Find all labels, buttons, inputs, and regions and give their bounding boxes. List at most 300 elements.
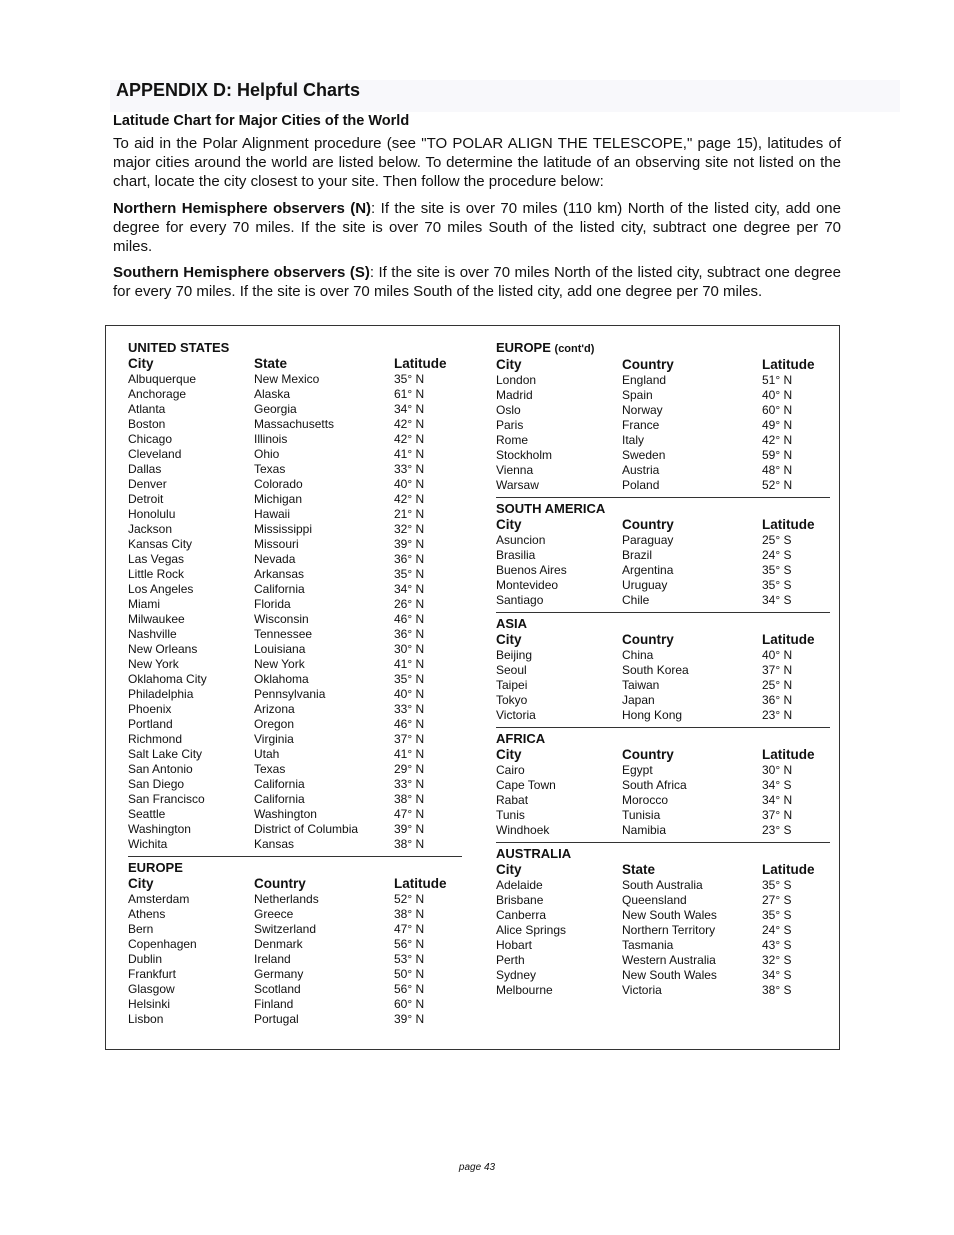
state-country-cell: California: [254, 582, 305, 596]
table-row: [128, 922, 462, 937]
state-country-cell: California: [254, 777, 305, 791]
northern-label: Northern Hemisphere observers (N): [113, 200, 372, 217]
table-row: [496, 708, 830, 723]
table-row: [496, 953, 830, 968]
column-header: Country: [254, 876, 306, 891]
latitude-cell: 25° S: [762, 533, 792, 547]
latitude-cell: 39° N: [394, 822, 425, 836]
column-header: City: [496, 357, 522, 372]
latitude-cell: 33° N: [394, 702, 425, 716]
table-row: [496, 373, 830, 388]
state-country-cell: Georgia: [254, 402, 297, 416]
region-name: AFRICA: [496, 731, 546, 746]
column-header-row: [496, 357, 830, 373]
city-cell: Chicago: [128, 432, 173, 446]
state-country-cell: Florida: [254, 597, 291, 611]
state-country-cell: Texas: [254, 762, 286, 776]
latitude-cell: 35° S: [762, 908, 792, 922]
latitude-cell: 34° N: [394, 582, 425, 596]
table-row: [496, 793, 830, 808]
city-cell: London: [496, 373, 537, 387]
table-row: [128, 642, 462, 657]
table-row: [496, 448, 830, 463]
city-cell: Athens: [128, 907, 166, 921]
state-country-cell: Ohio: [254, 447, 280, 461]
table-row: [496, 648, 830, 663]
latitude-cell: 35° N: [394, 372, 425, 386]
state-country-cell: Paraguay: [622, 533, 674, 547]
city-cell: San Antonio: [128, 762, 193, 776]
latitude-cell: 40° N: [762, 388, 793, 402]
city-cell: Tokyo: [496, 693, 528, 707]
city-cell: Phoenix: [128, 702, 172, 716]
city-cell: Vienna: [496, 463, 534, 477]
latitude-cell: 35° S: [762, 563, 792, 577]
table-row: [128, 597, 462, 612]
city-cell: Honolulu: [128, 507, 176, 521]
region-australia: [496, 846, 830, 998]
city-cell: Jackson: [128, 522, 173, 536]
state-country-cell: Hong Kong: [622, 708, 683, 722]
latitude-cell: 30° N: [762, 763, 793, 777]
column-header: Latitude: [762, 357, 815, 372]
table-row: [496, 678, 830, 693]
city-cell: Rome: [496, 433, 529, 447]
latitude-cell: 36° N: [394, 552, 425, 566]
region-divider: [496, 727, 830, 728]
state-country-cell: Germany: [254, 967, 304, 981]
table-row: [496, 593, 830, 608]
city-cell: Bern: [128, 922, 154, 936]
state-country-cell: Greece: [254, 907, 294, 921]
latitude-cell: 38° N: [394, 792, 425, 806]
latitude-cell: 46° N: [394, 612, 425, 626]
table-row: [128, 417, 462, 432]
latitude-cell: 56° N: [394, 937, 425, 951]
state-country-cell: Arkansas: [254, 567, 305, 581]
city-cell: Salt Lake City: [128, 747, 203, 761]
city-cell: Detroit: [128, 492, 164, 506]
city-cell: Kansas City: [128, 537, 193, 551]
appendix-title: APPENDIX D: Helpful Charts: [116, 80, 361, 100]
city-cell: Hobart: [496, 938, 533, 952]
state-country-cell: Argentina: [622, 563, 674, 577]
table-row: [128, 907, 462, 922]
region-africa: [496, 731, 830, 838]
table-row: [496, 763, 830, 778]
latitude-cell: 36° N: [394, 627, 425, 641]
table-row: [128, 372, 462, 387]
table-row: [128, 657, 462, 672]
region-united-states: [128, 340, 462, 852]
city-cell: Portland: [128, 717, 173, 731]
city-cell: Taipei: [496, 678, 528, 692]
region-divider: [128, 856, 462, 857]
state-country-cell: Texas: [254, 462, 286, 476]
table-row: [496, 388, 830, 403]
latitude-cell: 46° N: [394, 717, 425, 731]
column-header-row: [496, 862, 830, 878]
column-header: Latitude: [762, 632, 815, 647]
city-cell: Brisbane: [496, 893, 544, 907]
latitude-cell: 38° N: [394, 837, 425, 851]
table-row: [496, 778, 830, 793]
city-cell: Madrid: [496, 388, 533, 402]
state-country-cell: Virginia: [254, 732, 294, 746]
latitude-cell: 39° N: [394, 1012, 425, 1026]
state-country-cell: South Australia: [622, 878, 703, 892]
latitude-cell: 37° N: [394, 732, 425, 746]
table-row: [128, 717, 462, 732]
state-country-cell: Pennsylvania: [254, 687, 326, 701]
city-cell: Asuncion: [496, 533, 546, 547]
state-country-cell: New York: [254, 657, 305, 671]
column-header-row: [496, 517, 830, 533]
column-header: State: [622, 862, 656, 877]
latitude-cell: 47° N: [394, 807, 425, 821]
city-cell: Buenos Aires: [496, 563, 567, 577]
state-country-cell: Massachusetts: [254, 417, 335, 431]
table-row: [128, 997, 462, 1012]
latitude-cell: 42° N: [394, 492, 425, 506]
column-header: Latitude: [394, 876, 447, 891]
table-row: [128, 402, 462, 417]
table-row: [496, 968, 830, 983]
table-row: [128, 807, 462, 822]
city-cell: Anchorage: [128, 387, 187, 401]
latitude-cell: 48° N: [762, 463, 793, 477]
latitude-cell: 43° S: [762, 938, 792, 952]
region-south-america: [496, 501, 830, 608]
latitude-cell: 25° N: [762, 678, 793, 692]
city-cell: Wichita: [128, 837, 168, 851]
northern-instructions: [113, 199, 841, 256]
state-country-cell: Victoria: [622, 983, 662, 997]
latitude-cell: 52° N: [394, 892, 425, 906]
city-cell: Cairo: [496, 763, 525, 777]
state-country-cell: Oregon: [254, 717, 295, 731]
latitude-cell: 33° N: [394, 462, 425, 476]
state-country-cell: Taiwan: [622, 678, 660, 692]
state-country-cell: Namibia: [622, 823, 667, 837]
table-row: [128, 507, 462, 522]
city-cell: Cape Town: [496, 778, 556, 792]
table-row: [496, 533, 830, 548]
city-cell: Victoria: [496, 708, 536, 722]
table-row: [128, 522, 462, 537]
latitude-cell: 34° S: [762, 778, 792, 792]
region-name: UNITED STATES: [128, 340, 230, 355]
region-heading: [496, 616, 830, 632]
state-country-cell: Oklahoma: [254, 672, 309, 686]
region-heading: [496, 340, 830, 357]
region-divider: [496, 612, 830, 613]
state-country-cell: Austria: [622, 463, 660, 477]
column-header: City: [128, 356, 154, 371]
table-row: [128, 792, 462, 807]
table-row: [496, 878, 830, 893]
southern-instructions: [113, 263, 841, 301]
city-cell: Denver: [128, 477, 167, 491]
table-row: [128, 982, 462, 997]
state-country-cell: Uruguay: [622, 578, 668, 592]
region-asia: [496, 616, 830, 723]
state-country-cell: Utah: [254, 747, 280, 761]
latitude-cell: 32° N: [394, 522, 425, 536]
city-cell: Miami: [128, 597, 160, 611]
table-row: [128, 462, 462, 477]
state-country-cell: Norway: [622, 403, 663, 417]
city-cell: Little Rock: [128, 567, 185, 581]
city-cell: Washington: [128, 822, 191, 836]
region-europe: [128, 860, 462, 1027]
latitude-cell: 61° N: [394, 387, 425, 401]
city-cell: Beijing: [496, 648, 533, 662]
latitude-cell: 34° S: [762, 593, 792, 607]
state-country-cell: Northern Territory: [622, 923, 716, 937]
latitude-cell: 47° N: [394, 922, 425, 936]
table-row: [128, 387, 462, 402]
latitude-cell: 38° N: [394, 907, 425, 921]
latitude-cell: 53° N: [394, 952, 425, 966]
city-cell: Brasilia: [496, 548, 536, 562]
table-row: [128, 537, 462, 552]
latitude-cell: 32° S: [762, 953, 792, 967]
city-cell: Melbourne: [496, 983, 553, 997]
city-cell: Oklahoma City: [128, 672, 207, 686]
table-row: [128, 892, 462, 907]
region-divider: [496, 497, 830, 498]
latitude-cell: 29° N: [394, 762, 425, 776]
state-country-cell: Chile: [622, 593, 650, 607]
city-cell: Montevideo: [496, 578, 559, 592]
city-cell: Canberra: [496, 908, 547, 922]
state-country-cell: New Mexico: [254, 372, 320, 386]
state-country-cell: Mississippi: [254, 522, 313, 536]
state-country-cell: Missouri: [254, 537, 299, 551]
table-row: [128, 837, 462, 852]
latitude-cell: 56° N: [394, 982, 425, 996]
column-header: Country: [622, 747, 674, 762]
latitude-cell: 42° N: [394, 432, 425, 446]
state-country-cell: Queensland: [622, 893, 687, 907]
column-header: Latitude: [762, 517, 815, 532]
city-cell: Warsaw: [496, 478, 539, 492]
state-country-cell: Egypt: [622, 763, 653, 777]
table-row: [128, 432, 462, 447]
table-row: [128, 967, 462, 982]
city-cell: Dallas: [128, 462, 162, 476]
region-name: ASIA: [496, 616, 528, 631]
table-row: [128, 567, 462, 582]
latitude-cell: 34° N: [394, 402, 425, 416]
latitude-cell: 51° N: [762, 373, 793, 387]
latitude-cell: 23° N: [762, 708, 793, 722]
latitude-cell: 23° S: [762, 823, 792, 837]
table-row: [496, 463, 830, 478]
column-header: City: [496, 747, 522, 762]
latitude-cell: 35° S: [762, 578, 792, 592]
state-country-cell: District of Columbia: [254, 822, 359, 836]
latitude-cell: 40° N: [394, 687, 425, 701]
city-cell: Las Vegas: [128, 552, 185, 566]
column-header: Latitude: [762, 747, 815, 762]
table-row: [496, 938, 830, 953]
state-country-cell: Switzerland: [254, 922, 317, 936]
city-cell: Stockholm: [496, 448, 553, 462]
latitude-cell: 26° N: [394, 597, 425, 611]
latitude-cell: 41° N: [394, 447, 425, 461]
region-suffix: (cont'd): [554, 343, 595, 355]
latitude-cell: 30° N: [394, 642, 425, 656]
latitude-cell: 27° S: [762, 893, 792, 907]
table-row: [496, 433, 830, 448]
state-country-cell: Portugal: [254, 1012, 299, 1026]
city-cell: Sydney: [496, 968, 537, 982]
city-cell: Amsterdam: [128, 892, 190, 906]
city-cell: Windhoek: [496, 823, 550, 837]
state-country-cell: Morocco: [622, 793, 669, 807]
latitude-cell: 60° N: [762, 403, 793, 417]
city-cell: Los Angeles: [128, 582, 194, 596]
table-row: [128, 747, 462, 762]
column-header: City: [496, 862, 522, 877]
table-row: [496, 563, 830, 578]
city-cell: Copenhagen: [128, 937, 197, 951]
southern-label: Southern Hemisphere observers (S): [113, 264, 370, 281]
latitude-cell: 41° N: [394, 657, 425, 671]
latitude-cell: 40° N: [394, 477, 425, 491]
city-cell: Cleveland: [128, 447, 182, 461]
latitude-cell: 33° N: [394, 777, 425, 791]
table-row: [128, 762, 462, 777]
city-cell: Philadelphia: [128, 687, 194, 701]
state-country-cell: Sweden: [622, 448, 666, 462]
table-row: [496, 418, 830, 433]
column-header: State: [254, 356, 288, 371]
region-name: SOUTH AMERICA: [496, 501, 606, 516]
state-country-cell: Illinois: [254, 432, 288, 446]
state-country-cell: Japan: [622, 693, 655, 707]
city-cell: Nashville: [128, 627, 177, 641]
state-country-cell: Colorado: [254, 477, 303, 491]
latitude-cell: 36° N: [762, 693, 793, 707]
state-country-cell: Poland: [622, 478, 660, 492]
table-row: [496, 478, 830, 493]
city-cell: Oslo: [496, 403, 521, 417]
region-name: EUROPE: [496, 340, 551, 355]
column-header: Latitude: [394, 356, 447, 371]
table-row: [128, 1012, 462, 1027]
northern-text: : If the site is over 70 miles (110 km) North of the listed city, add one degree for every 70 miles. If the site is over 70 miles South of the listed city, subtract one degree per 70 miles.: [113, 200, 841, 255]
table-row: [128, 952, 462, 967]
region-name: EUROPE: [128, 860, 183, 875]
table-row: [496, 548, 830, 563]
latitude-cell: 35° N: [394, 567, 425, 581]
table-row: [128, 492, 462, 507]
city-cell: Adelaide: [496, 878, 543, 892]
city-cell: Dublin: [128, 952, 163, 966]
latitude-cell: 39° N: [394, 537, 425, 551]
latitude-cell: 49° N: [762, 418, 793, 432]
region-heading: [128, 340, 462, 356]
city-cell: Atlanta: [128, 402, 166, 416]
table-row: [496, 823, 830, 838]
latitude-cell: 35° S: [762, 878, 792, 892]
state-country-cell: Michigan: [254, 492, 303, 506]
city-cell: Lisbon: [128, 1012, 164, 1026]
state-country-cell: Spain: [622, 388, 653, 402]
chart-right-column: [496, 340, 830, 998]
state-country-cell: Ireland: [254, 952, 291, 966]
table-row: [128, 612, 462, 627]
region-divider: [496, 842, 830, 843]
state-country-cell: Nevada: [254, 552, 296, 566]
state-country-cell: California: [254, 792, 305, 806]
state-country-cell: Hawaii: [254, 507, 291, 521]
city-cell: Boston: [128, 417, 166, 431]
state-country-cell: England: [622, 373, 667, 387]
table-row: [496, 693, 830, 708]
column-header: Latitude: [762, 862, 815, 877]
city-cell: Alice Springs: [496, 923, 567, 937]
table-row: [128, 477, 462, 492]
city-cell: Glasgow: [128, 982, 175, 996]
table-row: [496, 893, 830, 908]
table-row: [128, 672, 462, 687]
city-cell: Tunis: [496, 808, 525, 822]
state-country-cell: South Africa: [622, 778, 687, 792]
city-cell: Seattle: [128, 807, 166, 821]
latitude-cell: 24° S: [762, 548, 792, 562]
state-country-cell: Denmark: [254, 937, 303, 951]
table-row: [496, 908, 830, 923]
latitude-chart: [105, 325, 840, 1050]
state-country-cell: Alaska: [254, 387, 291, 401]
table-row: [496, 663, 830, 678]
state-country-cell: Washington: [254, 807, 317, 821]
region-heading: [128, 860, 462, 876]
city-cell: New York: [128, 657, 179, 671]
latitude-cell: 40° N: [762, 648, 793, 662]
city-cell: San Francisco: [128, 792, 205, 806]
state-country-cell: Brazil: [622, 548, 653, 562]
state-country-cell: Netherlands: [254, 892, 319, 906]
city-cell: Richmond: [128, 732, 183, 746]
column-header: Country: [622, 517, 674, 532]
state-country-cell: China: [622, 648, 654, 662]
latitude-cell: 59° N: [762, 448, 793, 462]
table-row: [128, 552, 462, 567]
state-country-cell: France: [622, 418, 660, 432]
state-country-cell: Wisconsin: [254, 612, 309, 626]
table-row: [496, 808, 830, 823]
city-cell: Helsinki: [128, 997, 171, 1011]
table-row: [128, 777, 462, 792]
region-heading: [496, 846, 830, 862]
city-cell: Milwaukee: [128, 612, 185, 626]
state-country-cell: Tennessee: [254, 627, 313, 641]
column-header: City: [128, 876, 154, 891]
latitude-cell: 34° S: [762, 968, 792, 982]
column-header-row: [496, 632, 830, 648]
state-country-cell: Tasmania: [622, 938, 674, 952]
table-row: [128, 937, 462, 952]
intro-paragraph: To aid in the Polar Alignment procedure (see "TO POLAR ALIGN THE TELESCOPE," page 15), latitudes of major cities around the world are listed below. To determine the latitude of an observing site not listed on the chart, locate the city closest to your site. Then follow the procedure below:: [113, 135, 841, 190]
table-row: [128, 447, 462, 462]
latitude-cell: 24° S: [762, 923, 792, 937]
state-country-cell: Kansas: [254, 837, 295, 851]
